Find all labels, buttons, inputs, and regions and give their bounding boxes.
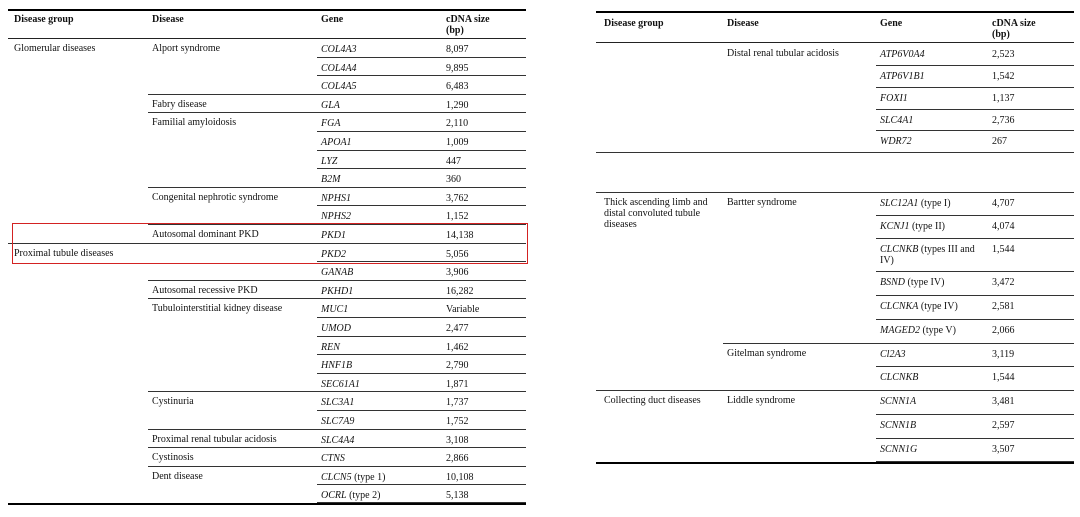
gene-symbol: SLC4A1: [880, 115, 914, 126]
header-rule: [596, 42, 1074, 43]
gene-cell: [880, 301, 986, 312]
right-gene-table: [596, 0, 1074, 517]
gene-symbol: APOA1: [321, 137, 352, 148]
cdna-size-cell: 1,544: [992, 372, 1015, 383]
cdna-size-cell: 2,110: [446, 118, 469, 130]
gene-symbol: MUC1: [321, 304, 349, 316]
header-cdna-size-line2: (bp): [992, 29, 1010, 40]
gene-symbol: FOXI1: [880, 93, 908, 104]
gene-cell: [321, 267, 440, 278]
disease-label: Autosomal recessive PKD: [152, 284, 258, 296]
header-gene: Gene: [880, 18, 903, 29]
gene-symbol: FGA: [321, 118, 341, 130]
row-divider: [317, 484, 526, 485]
row-divider: [317, 150, 526, 151]
cdna-size-cell: 5,138: [446, 490, 469, 502]
header-disease: Disease: [727, 18, 759, 29]
disease-divider: [723, 343, 1074, 344]
disease-group-label: Proximal tubule diseases: [14, 247, 114, 259]
gene-symbol: SCNN1B: [880, 420, 917, 431]
disease-group-label: Glomerular diseases: [14, 43, 96, 54]
top-rule: [596, 11, 1074, 13]
gene-symbol: GLA: [321, 99, 340, 111]
cdna-size-cell: 360: [446, 174, 461, 186]
gene-cell: [321, 100, 440, 111]
cdna-size-cell: 3,108: [446, 434, 469, 446]
gene-symbol: CLCNKB: [880, 244, 919, 255]
gene-cell: [321, 44, 440, 55]
gene-cell: [880, 198, 986, 209]
gene-cell: [321, 156, 440, 167]
disease-divider: [148, 280, 526, 281]
gene-cell: [321, 174, 440, 185]
gene-symbol: CTNS: [321, 453, 345, 465]
gene-cell: [880, 49, 986, 60]
cdna-size-cell: 4,707: [992, 198, 1015, 209]
cdna-size-cell: 2,523: [992, 49, 1015, 60]
cdna-size-cell: 5,056: [446, 248, 469, 260]
cdna-size-cell: 267: [992, 136, 1007, 147]
gene-cell: [880, 277, 986, 288]
gene-type-note: (type 1): [351, 471, 386, 483]
header-rule: [8, 38, 526, 39]
disease-label: Tubulointerstitial kidney disease: [152, 303, 283, 315]
disease-label: Gitelman syndrome: [727, 348, 807, 359]
gene-cell: [880, 372, 986, 383]
disease-group-label: Thick ascending limb and distal convoluted tubule diseases: [604, 197, 708, 230]
header-gene: Gene: [321, 14, 344, 25]
gene-cell: [880, 71, 986, 82]
row-divider: [876, 319, 1074, 320]
gene-type-note: (types III and IV): [880, 244, 975, 266]
gene-type-note: (type IV): [905, 277, 945, 288]
gene-cell: [880, 396, 986, 407]
disease-divider: [148, 298, 526, 299]
row-divider: [876, 109, 1074, 110]
row-divider: [876, 238, 1074, 239]
row-divider: [876, 438, 1074, 439]
gene-cell: [880, 420, 986, 431]
cdna-size-cell: 1,542: [992, 71, 1015, 82]
gene-symbol: PKD2: [321, 248, 346, 260]
disease-divider: [148, 94, 526, 95]
cdna-size-cell: 1,462: [446, 341, 469, 353]
cdna-size-cell: 14,138: [446, 230, 474, 241]
cdna-size-cell: 1,290: [446, 99, 469, 111]
gene-cell: [321, 472, 440, 483]
section-divider: [596, 152, 1074, 153]
cdna-size-cell: 3,507: [992, 444, 1015, 455]
cdna-size-cell: 447: [446, 155, 461, 167]
gene-symbol: B2M: [321, 174, 341, 186]
cdna-size-cell: 2,736: [992, 115, 1015, 126]
gene-symbol: MAGED2: [880, 325, 920, 336]
gene-symbol: OCRL: [321, 490, 347, 502]
disease-label: Alport syndrome: [152, 43, 221, 54]
row-divider: [317, 354, 526, 355]
gene-cell: [321, 435, 440, 446]
disease-divider: [148, 466, 526, 467]
header-cdna-size: [446, 14, 490, 36]
group-divider: [596, 192, 1074, 193]
gene-cell: [880, 93, 986, 104]
disease-label: Congenital nephrotic syndrome: [152, 191, 279, 203]
gene-symbol: COL4A4: [321, 62, 357, 74]
gene-cell: [321, 286, 440, 297]
header-disease-group: Disease group: [604, 18, 664, 29]
cdna-size-cell: 1,137: [992, 93, 1015, 104]
gene-symbol: REN: [321, 341, 340, 353]
gene-symbol: SCNN1G: [880, 444, 918, 455]
gene-symbol: NPHS1: [321, 192, 351, 204]
disease-divider: [148, 447, 526, 448]
cdna-size-cell: 1,737: [446, 397, 469, 409]
header-cdna-size-line1: cDNA size: [992, 18, 1036, 29]
disease-divider: [148, 112, 526, 113]
gene-cell: [880, 325, 986, 336]
row-divider: [317, 168, 526, 169]
gene-cell: [321, 81, 440, 92]
header-cdna-size-line2: (bp): [446, 25, 464, 36]
gene-symbol: BSND: [880, 277, 905, 288]
row-divider: [317, 410, 526, 411]
row-divider: [317, 57, 526, 58]
gene-symbol: HNF1B: [321, 360, 353, 372]
gene-symbol: KCNJ1: [880, 221, 910, 232]
disease-divider: [148, 429, 526, 430]
row-divider: [876, 215, 1074, 216]
row-divider: [317, 75, 526, 76]
gene-type-note: (type V): [920, 325, 956, 336]
gene-symbol: Cl2A3: [880, 349, 906, 360]
gene-cell: [321, 342, 440, 353]
gene-cell: [321, 416, 440, 427]
cdna-size-cell: Variable: [446, 304, 480, 316]
gene-symbol: SLC12A1: [880, 198, 919, 209]
gene-cell: [321, 360, 440, 371]
disease-label: Autosomal dominant PKD: [152, 229, 259, 240]
row-divider: [317, 205, 526, 206]
disease-label: Proximal renal tubular acidosis: [152, 433, 277, 445]
gene-symbol: CLCNKA: [880, 301, 919, 312]
cdna-size-cell: 8,097: [446, 44, 469, 55]
row-divider: [876, 295, 1074, 296]
disease-divider: [148, 391, 526, 392]
cdna-size-cell: 1,009: [446, 137, 469, 148]
row-divider: [876, 366, 1074, 367]
cdna-size-cell: 2,866: [446, 453, 469, 465]
header-disease-group: Disease group: [14, 14, 74, 25]
cdna-size-cell: 2,581: [992, 301, 1015, 312]
gene-cell: [321, 323, 440, 334]
disease-divider: [148, 187, 526, 188]
cdna-size-cell: 3,119: [992, 349, 1015, 360]
cdna-size-cell: 4,074: [992, 221, 1015, 232]
gene-type-note: (type 2): [346, 490, 381, 502]
bottom-rule: [8, 503, 526, 505]
gene-cell: [880, 136, 986, 147]
gene-cell: [880, 444, 986, 455]
gene-cell: [880, 244, 986, 266]
gene-symbol: CLCNKB: [880, 372, 919, 383]
row-divider: [317, 336, 526, 337]
disease-label: Cystinuria: [152, 396, 194, 408]
disease-label: Liddle syndrome: [727, 395, 796, 406]
gene-symbol: ATP6V0A4: [880, 49, 925, 60]
gene-symbol: LYZ: [321, 155, 338, 167]
gene-symbol: UMOD: [321, 323, 351, 334]
cdna-size-cell: 2,477: [446, 323, 469, 334]
gene-cell: [321, 397, 440, 408]
row-divider: [317, 317, 526, 318]
disease-label: Fabry disease: [152, 98, 207, 110]
gene-symbol: SLC7A9: [321, 416, 355, 427]
header-cdna-size-line1: cDNA size: [446, 14, 490, 25]
gene-cell: [321, 118, 440, 129]
gene-symbol: COL4A5: [321, 81, 357, 93]
cdna-size-cell: 3,906: [446, 267, 469, 279]
gene-type-note: (type II): [909, 221, 945, 232]
cdna-size-cell: 9,895: [446, 62, 469, 74]
cdna-size-cell: 2,066: [992, 325, 1015, 336]
gene-symbol: WDR72: [880, 136, 912, 147]
cdna-size-cell: 3,481: [992, 396, 1015, 407]
gene-symbol: PKHD1: [321, 285, 354, 297]
disease-group-label: Collecting duct diseases: [604, 395, 701, 406]
gene-cell: [321, 193, 440, 204]
disease-label: Distal renal tubular acidosis: [727, 48, 839, 59]
gene-symbol: SLC4A4: [321, 434, 355, 446]
row-divider: [876, 271, 1074, 272]
header-disease: Disease: [152, 14, 184, 25]
gene-cell: [880, 349, 986, 360]
row-divider: [876, 130, 1074, 131]
gene-symbol: COL4A3: [321, 44, 357, 55]
row-divider: [876, 414, 1074, 415]
gene-cell: [321, 211, 440, 222]
highlight-box: [12, 223, 528, 264]
group-divider: [596, 390, 1074, 391]
gene-cell: [321, 379, 440, 390]
gene-cell: [880, 221, 986, 232]
disease-label: Bartter syndrome: [727, 197, 797, 208]
gene-type-note: (type IV): [918, 301, 958, 312]
disease-label: Cystinosis: [152, 452, 194, 464]
row-divider: [876, 87, 1074, 88]
gene-type-note: (type I): [918, 198, 951, 209]
cdna-size-cell: 1,752: [446, 416, 469, 427]
gene-symbol: GANAB: [321, 267, 354, 279]
header-cdna-size: [992, 18, 1036, 40]
gene-cell: [321, 304, 440, 315]
gene-cell: [321, 453, 440, 464]
gene-cell: [321, 63, 440, 74]
cdna-size-cell: 16,282: [446, 285, 474, 297]
cdna-size-cell: 1,871: [446, 378, 469, 390]
cdna-size-cell: 3,472: [992, 277, 1015, 288]
bottom-rule: [596, 462, 1074, 464]
cdna-size-cell: 6,483: [446, 81, 469, 93]
row-divider: [317, 373, 526, 374]
gene-symbol: SEC61A1: [321, 378, 360, 390]
cdna-size-cell: 1,152: [446, 211, 469, 223]
disease-label: Familial amyloidosis: [152, 117, 237, 129]
gene-symbol: SLC3A1: [321, 397, 355, 409]
gene-symbol: NPHS2: [321, 211, 351, 223]
disease-label: Dent disease: [152, 470, 203, 482]
cdna-size-cell: 3,762: [446, 192, 469, 204]
gene-symbol: CLCN5: [321, 471, 352, 483]
cdna-size-cell: 2,597: [992, 420, 1015, 431]
gene-cell: [880, 115, 986, 126]
cdna-size-cell: 1,544: [992, 244, 1015, 255]
cdna-size-cell: 10,108: [446, 471, 474, 483]
gene-cell: [321, 137, 440, 148]
row-divider: [876, 65, 1074, 66]
gene-symbol: SCNN1A: [880, 396, 917, 407]
gene-cell: [321, 490, 440, 501]
gene-symbol: ATP6V1B1: [880, 71, 925, 82]
gene-symbol: PKD1: [321, 230, 346, 241]
row-divider: [317, 131, 526, 132]
cdna-size-cell: 2,790: [446, 360, 469, 372]
top-rule: [8, 9, 526, 11]
